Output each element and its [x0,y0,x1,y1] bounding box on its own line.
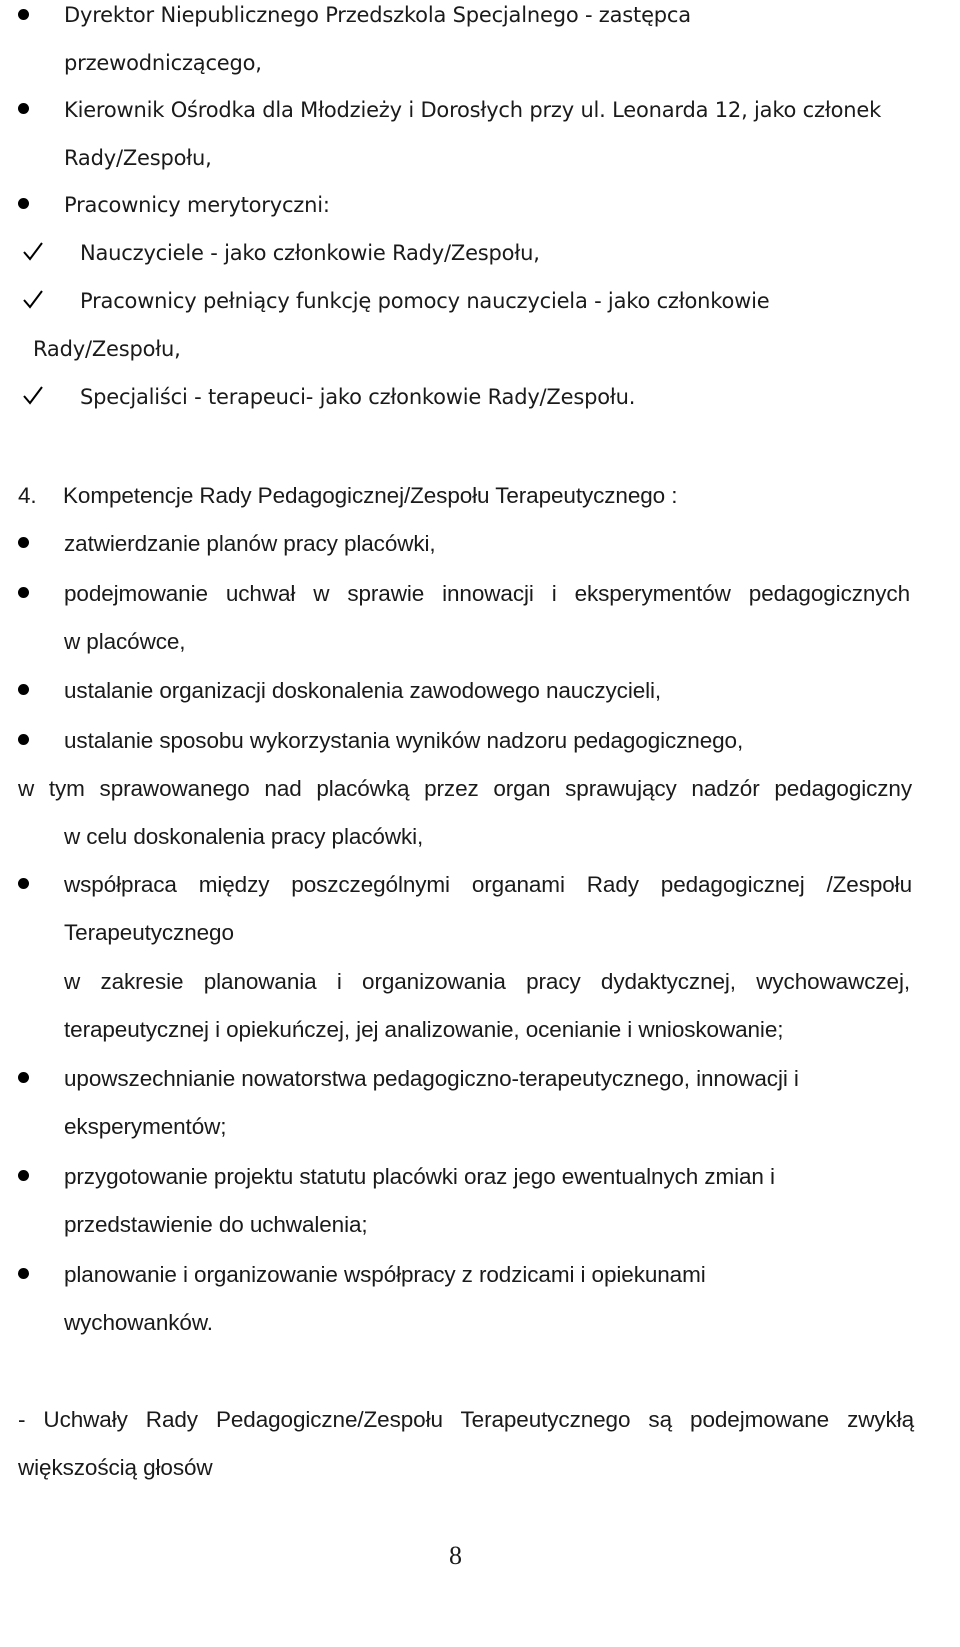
list-item-text: planowanie i organizowanie współpracy z rodzicami i opiekunami [64,1262,706,1287]
bullet-icon [18,1170,29,1181]
list-item-text: Pracownicy pełniący funkcję pomocy nauczyciela - jako członkowie [80,289,770,313]
bullet-icon [18,103,29,114]
bullet-icon [18,734,29,745]
checkmark-icon [22,240,44,262]
list-item-text: terapeutycznej i opiekuńczej, jej analizowanie, ocenianie i wnioskowanie; [64,1017,784,1042]
bullet-icon [18,587,29,598]
list-item-text: Terapeutycznego [64,920,234,945]
bullet-icon [18,198,29,209]
list-item-text: przygotowanie projektu statutu placówki oraz jego ewentualnych zmian i [64,1164,775,1189]
bullet-icon [18,878,29,889]
list-item-text: Specjaliści - terapeuci- jako członkowie Rady/Zespołu. [80,385,636,409]
list-item-text: w celu doskonalenia pracy placówki, [64,824,424,849]
list-item-text: Pracownicy merytoryczni: [64,193,330,217]
list-item-text: współpraca między poszczególnymi organami Rady pedagogicznej /Zespołu [64,872,912,897]
closing-paragraph: większością głosów [18,1455,213,1480]
checkmark-icon [22,384,44,406]
list-item-text: ustalanie sposobu wykorzystania wyników nadzoru pedagogicznego, [64,728,744,753]
list-item-text: zatwierdzanie planów pracy placówki, [64,531,436,556]
bullet-icon [18,684,29,695]
bullet-icon [18,537,29,548]
section-heading: Kompetencje Rady Pedagogicznej/Zespołu Terapeutycznego : [63,483,678,508]
list-item-text: eksperymentów; [64,1114,227,1139]
list-item-text: Kierownik Ośrodka dla Młodzieży i Dorosłych przy ul. Leonarda 12, jako członek [64,98,882,122]
list-item-text: upowszechnianie nowatorstwa pedagogiczno-terapeutycznego, innowacji i [64,1066,799,1091]
list-item-text: w tym sprawowanego nad placówką przez organ sprawujący nadzór pedagogiczny [18,776,912,801]
section-number: 4. [18,483,37,508]
page-number: 8 [449,1541,462,1570]
list-item-text: Dyrektor Niepublicznego Przedszkola Specjalnego - zastępca [64,3,691,27]
list-item-text: przewodniczącego, [64,51,262,75]
checkmark-icon [22,288,44,310]
closing-paragraph: - Uchwały Rady Pedagogiczne/Zespołu Terapeutycznego są podejmowane zwykłą [18,1407,914,1432]
list-item-text: ustalanie organizacji doskonalenia zawodowego nauczycieli, [64,678,662,703]
list-item-text: Nauczyciele - jako członkowie Rady/Zespołu, [80,241,540,265]
list-item-text: wychowanków. [64,1310,213,1335]
list-item-text: w placówce, [64,629,186,654]
bullet-icon [18,9,29,20]
list-item-text: przedstawienie do uchwalenia; [64,1212,368,1237]
bullet-icon [18,1072,29,1083]
list-item-text: Rady/Zespołu, [64,146,212,170]
list-item-text: w zakresie planowania i organizowania pracy dydaktycznej, wychowawczej, [64,969,910,994]
list-item-text: podejmowanie uchwał w sprawie innowacji i eksperymentów pedagogicznych [64,581,910,606]
list-item-text: Rady/Zespołu, [33,337,181,361]
bullet-icon [18,1268,29,1279]
